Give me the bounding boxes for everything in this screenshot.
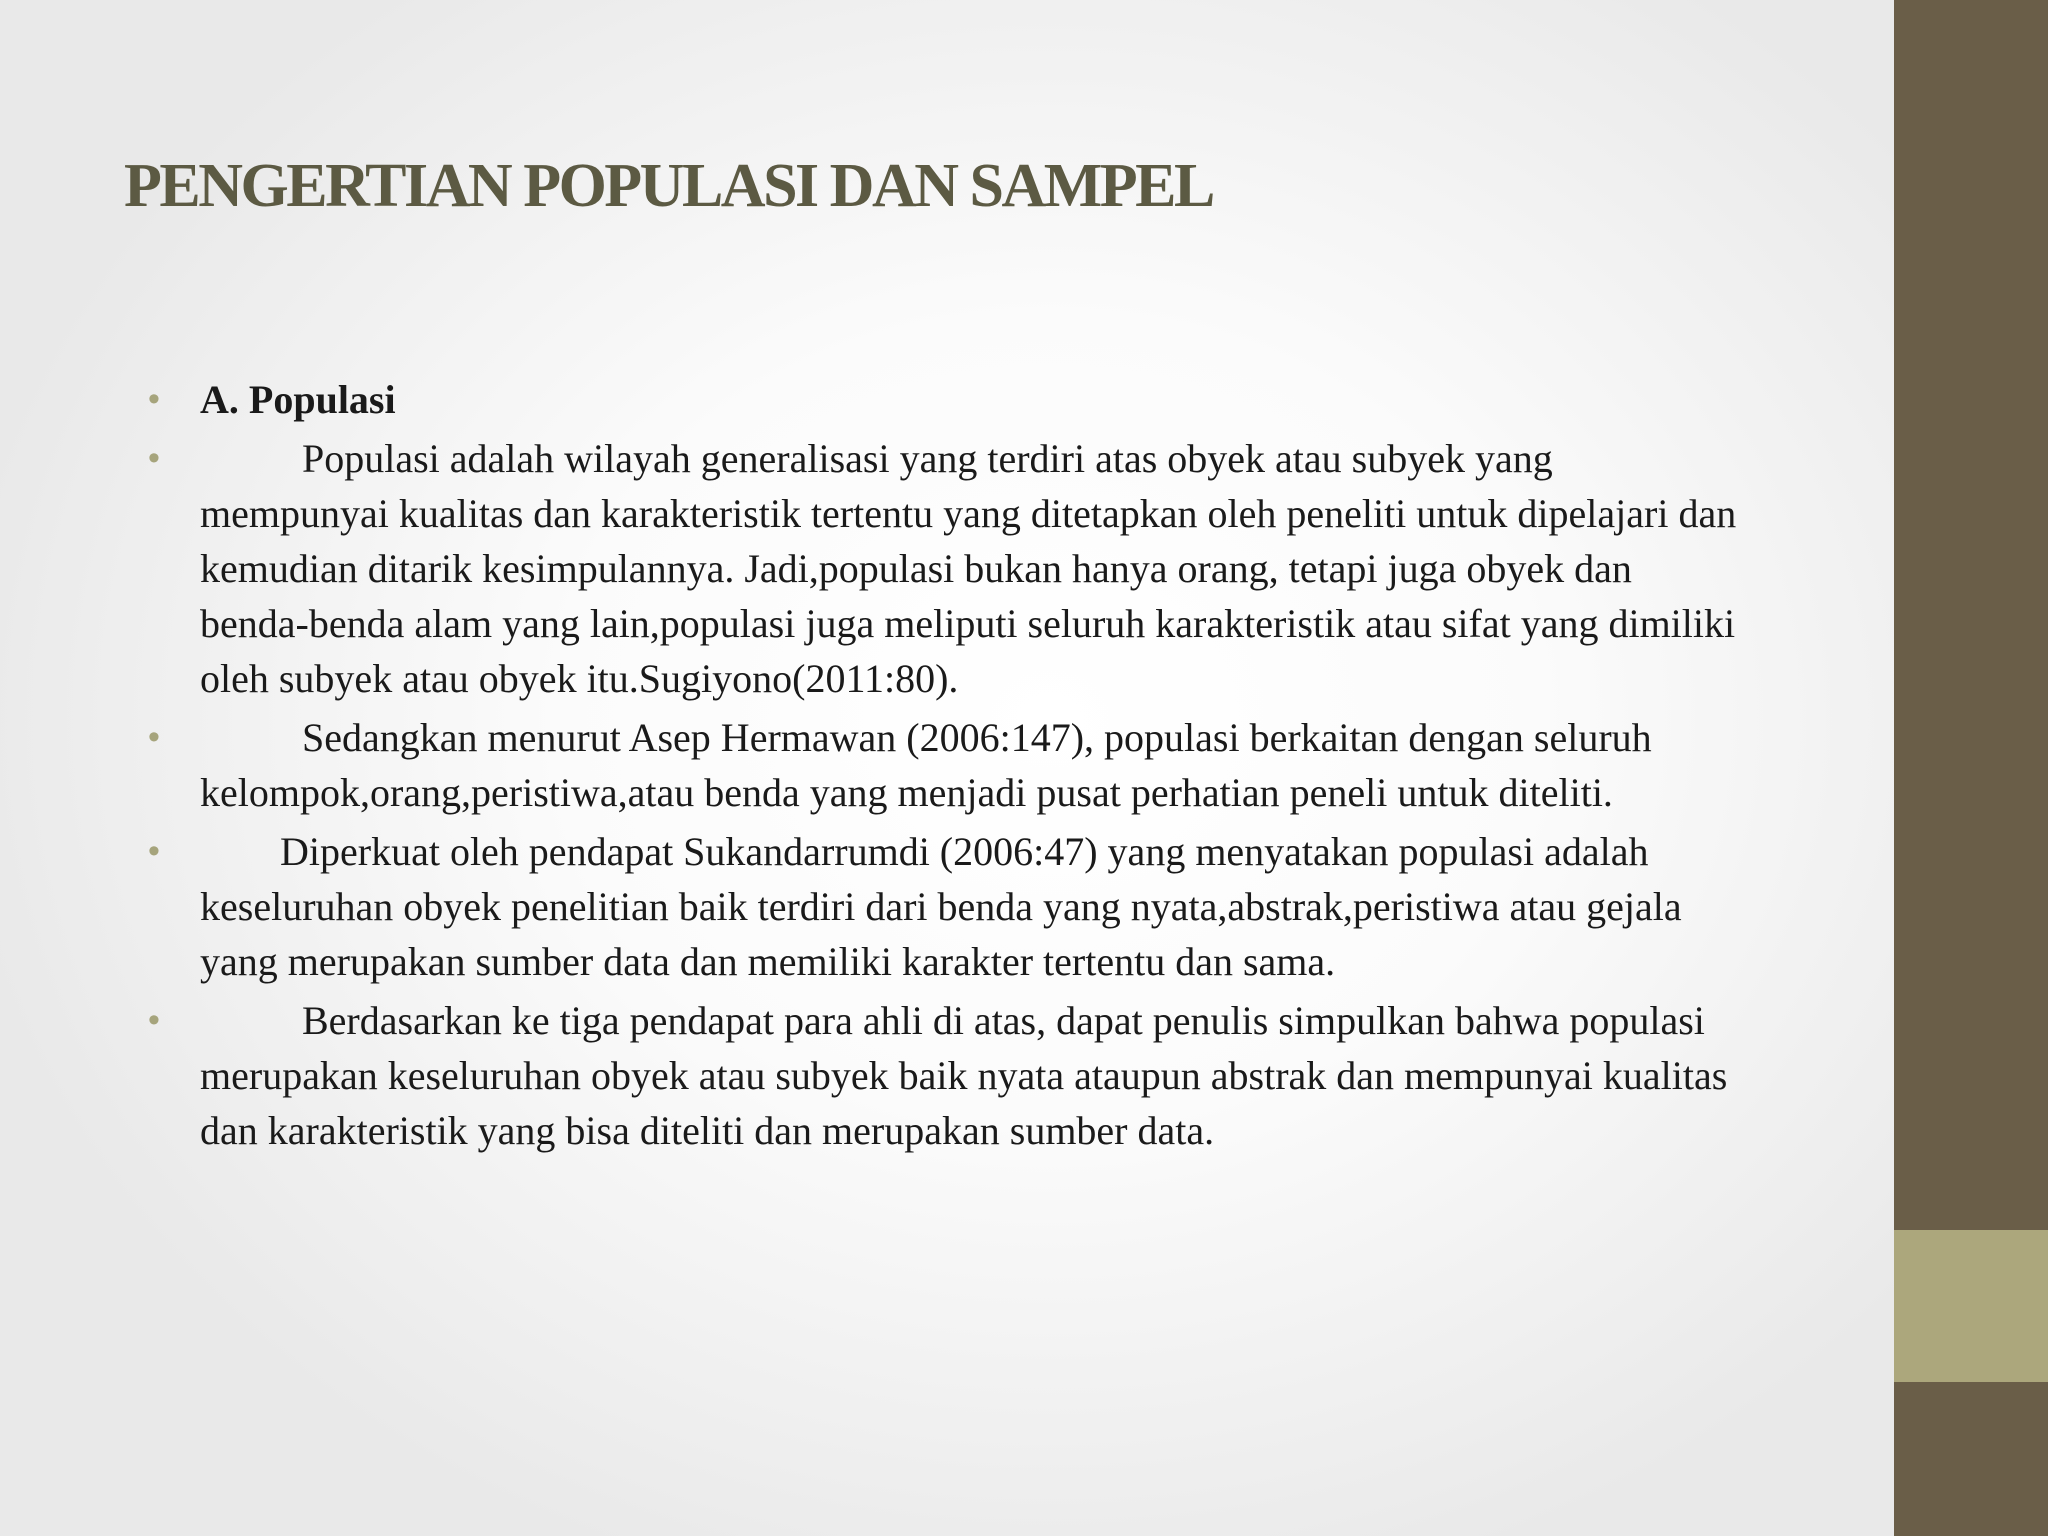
bullet-item-conclusion [148,993,1748,1158]
bullet-icon: • [148,832,160,870]
bullet-icon: • [148,1001,160,1039]
bullet-item-heading [148,372,1748,427]
paragraph-text: Populasi adalah wilayah generalisasi yang terdiri atas obyek atau subyek yang mempunyai kualitas dan karakteristik tertentu yang ditetapkan oleh peneliti untuk dipelajari dan kemudian ditarik kesimpulannya. Jadi,populasi bukan hanya orang, tetapi juga obyek dan benda-benda alam yang lain,populasi juga meliputi seluruh karakteristik atau sifat yang dimiliki oleh subyek atau obyek itu.Sugiyono(2011:80). [200,436,1737,701]
paragraph-text: Sedangkan menurut Asep Hermawan (2006:147), populasi berkaitan dengan seluruh kelompok,orang,peristiwa,atau benda yang menjadi pusat perhatian peneli untuk diteliti. [200,715,1652,815]
bullet-icon: • [148,380,160,418]
paragraph-text: Berdasarkan ke tiga pendapat para ahli di atas, dapat penulis simpulkan bahwa populasi merupakan keseluruhan obyek atau subyek baik nyata ataupun abstrak dan mempunyai kualitas dan karakteristik yang bisa diteliti dan merupakan sumber data. [200,998,1728,1153]
slide-title: PENGERTIAN POPULASI DAN SAMPEL [124,152,1213,220]
bullet-icon: • [148,439,160,477]
side-bar-lower-block [1894,1382,2048,1536]
section-heading: A. Populasi [200,377,396,422]
side-bar-upper-block [1894,0,2048,1230]
paragraph-text: Diperkuat oleh pendapat Sukandarrumdi (2006:47) yang menyatakan populasi adalah keseluruhan obyek penelitian baik terdiri dari benda yang nyata,abstrak,peristiwa atau gejala yang merupakan sumber data dan memiliki karakter tertentu dan sama. [200,829,1682,984]
side-bar-accent-block [1894,1230,2048,1382]
bullet-item-sukandarrumdi [148,824,1748,989]
side-decoration-bar [1894,0,2048,1536]
bullet-list [148,372,1748,1162]
bullet-item-hermawan [148,710,1748,820]
bullet-item-definition [148,431,1748,706]
bullet-icon: • [148,718,160,756]
